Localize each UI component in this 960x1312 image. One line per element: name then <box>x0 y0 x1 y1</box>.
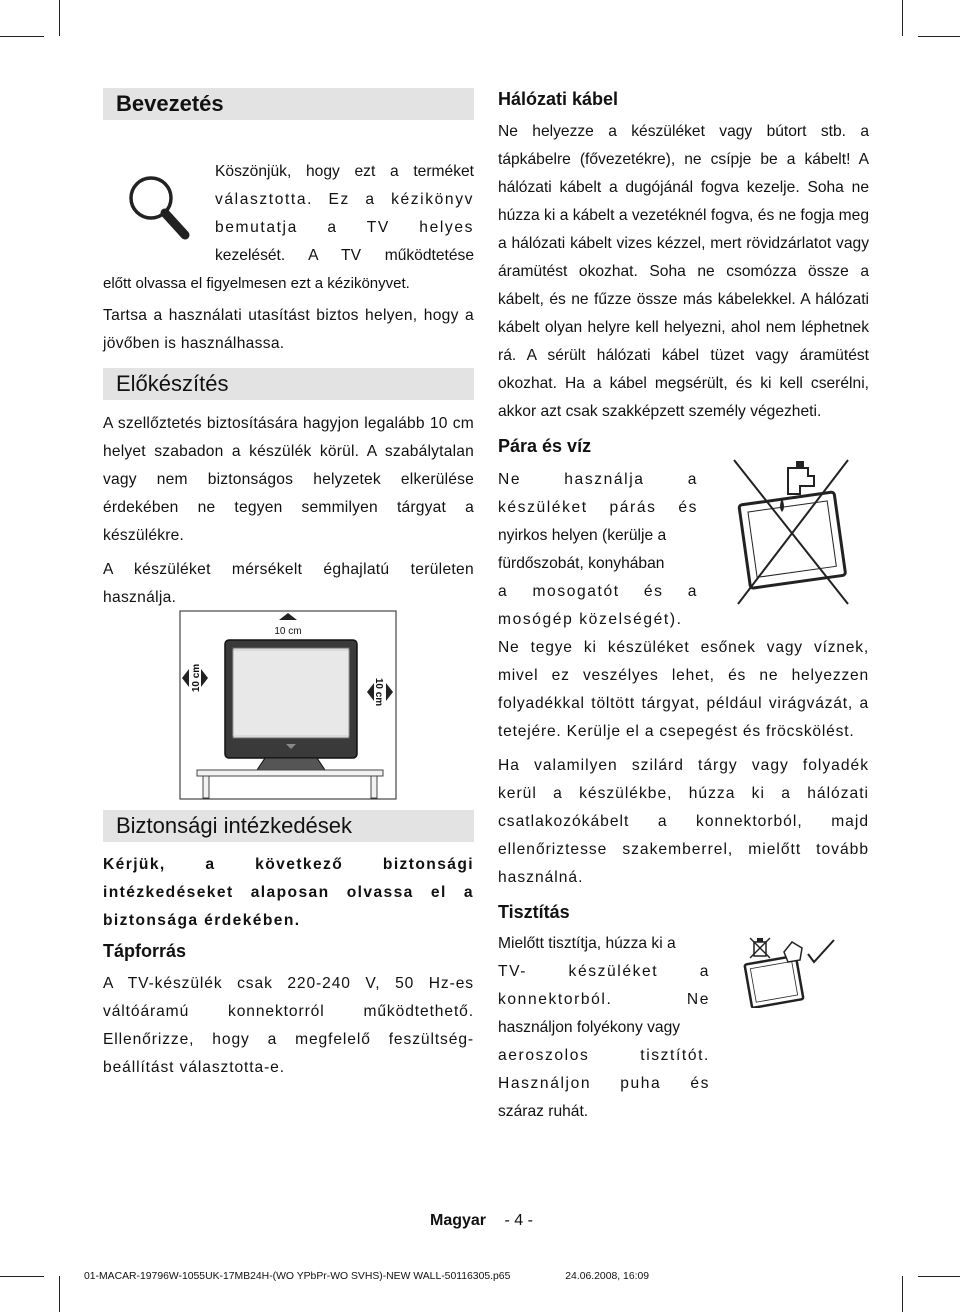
magnifier-icon <box>125 172 195 244</box>
clean-line: konnektorból. Ne <box>498 991 710 1008</box>
intro-line: kezelését. A TV működtetése <box>215 247 474 264</box>
cable-title: Hálózati kábel <box>498 89 619 109</box>
moist-line: nyirkos helyen (kerülje a <box>498 527 667 544</box>
left-column <box>103 88 474 1076</box>
moist-paragraph: Ne tegye ki készüléket esőnek vagy víznek, mivel ez veszélyes lehet, és ne helyezzen folyadékkal töltött tárgyat, például virágvázát, a tetejére. Kerülje el a csepegést és fröcskölést. <box>498 639 869 740</box>
crop-mark <box>59 1276 60 1312</box>
safety-title: Biztonsági intézkedések <box>116 813 353 838</box>
crop-mark <box>918 1276 960 1277</box>
ventilation-diagram <box>179 610 397 800</box>
intro-line: bemutatja a TV helyes <box>215 219 474 236</box>
page-footer <box>430 1212 630 1230</box>
no-water-tv-icon <box>730 458 856 608</box>
safety-banner <box>103 810 474 842</box>
footer-language: Magyar <box>430 1212 487 1229</box>
power-paragraph: A TV-készülék csak 220-240 V, 50 Hz-es váltóáramú konnektorról működtethető. Ellenőrizze, hogy a megfelelő feszültség-beállítást választotta-e. <box>103 975 474 1076</box>
moist-title: Pára és víz <box>498 436 592 456</box>
moist-line: fürdőszobát, konyhában <box>498 555 665 572</box>
clean-line: száraz ruhát. <box>498 1103 589 1120</box>
diagram-top-label: 10 cm <box>274 626 302 637</box>
crop-mark <box>902 0 903 36</box>
intro-paragraph: Tartsa a használati utasítást biztos helyen, hogy a jövőben is használhassa. <box>103 307 474 352</box>
intro-title: Bevezetés <box>116 91 224 116</box>
clean-line: TV- készüléket a <box>498 963 710 980</box>
footer-page-number: - 4 - <box>504 1212 533 1229</box>
clean-line: Mielőtt tisztítja, húzza ki a <box>498 935 676 952</box>
crop-mark <box>902 1276 903 1312</box>
intro-block <box>103 158 474 292</box>
moist-line: a mosogatót és a <box>498 583 698 600</box>
right-column <box>498 86 869 1126</box>
crop-mark <box>0 1276 44 1277</box>
cleaning-tv-icon <box>738 936 838 1008</box>
clean-line: Használjon puha és <box>498 1075 710 1092</box>
intro-banner <box>103 88 474 120</box>
crop-mark <box>0 36 44 37</box>
tv-icon <box>225 640 357 770</box>
print-slug <box>84 1271 649 1282</box>
diagram-right-label: 10 cm <box>373 677 384 707</box>
moist-line: mosógép közelségét). <box>498 611 683 628</box>
moist-paragraph: Ha valamilyen szilárd tárgy vagy folyadék kerül a készülékbe, húzza ki a hálózati csatlakozókábelt a konnektorból, majd ellenőriztesse szakemberrel, mielőtt tovább használná. <box>498 757 869 886</box>
prep-banner <box>103 368 474 400</box>
print-file-name: 01-MACAR-19796W-1055UK-17MB24H-(WO YPbPr-WO SVHS)-NEW WALL-50116305.p65 <box>84 1271 511 1282</box>
moist-block <box>498 466 869 634</box>
cable-paragraph: Ne helyezze a készüléket vagy bútort stb. a tápkábelre (fővezetékre), ne csípje be a kábelt! A hálózati kábelt a dugójánál fogva kezelje. Soha ne húzza ki a kábelt a vezetéknél fogva, és ne fogja meg a hálózati kábelt vizes kézzel, mert rövidzárlatot vagy áramütést okozhat. Soha ne csomózza össze a kábelt, és ne fűzze össze más kábelekkel. A hálózati kábelt olyan helyre kell helyezni, ahol nem léphetnek rá. A sérült hálózati kábel tüzet vagy áramütést okozhat. Ha a kábel megsérült, és ki kell cserélni, akkor azt csak szakképzett személy végezheti. <box>498 123 869 420</box>
prep-paragraph: A készüléket mérsékelt éghajlatú területen használja. <box>103 561 474 606</box>
moist-line: Ne használja a <box>498 471 698 488</box>
clean-title: Tisztítás <box>498 902 570 922</box>
crop-mark <box>918 36 960 37</box>
moist-line: készüléket párás és <box>498 499 698 516</box>
clean-line: aeroszolos tisztítót. <box>498 1047 710 1064</box>
prep-paragraph: A szellőztetés biztosítására hagyjon legalább 10 cm helyet szabadon a készülék körül. A szabálytalan vagy nem biztonságos helyzetek elkerülése érdekében ne tegyen semmilyen tárgyat a készülékre. <box>103 415 474 544</box>
intro-line: előtt olvassa el figyelmesen ezt a kézikönyvet. <box>103 275 410 292</box>
intro-line: Köszönjük, hogy ezt a terméket <box>215 163 474 180</box>
clean-block <box>498 930 869 1126</box>
tv-stand-shelf <box>197 770 383 776</box>
clean-line: használjon folyékony vagy <box>498 1019 681 1036</box>
prep-title: Előkészítés <box>116 371 229 396</box>
intro-line: választotta. Ez a kézikönyv <box>215 191 474 208</box>
power-title: Tápforrás <box>103 941 187 961</box>
crop-mark <box>59 0 60 36</box>
safety-paragraph: Kérjük, a következő biztonsági intézkedéseket alaposan olvassa el a biztonsága érdekében. <box>103 856 474 929</box>
diagram-left-label: 10 cm <box>191 663 202 693</box>
check-icon <box>808 940 834 962</box>
print-date: 24.06.2008, 16:09 <box>565 1271 650 1282</box>
